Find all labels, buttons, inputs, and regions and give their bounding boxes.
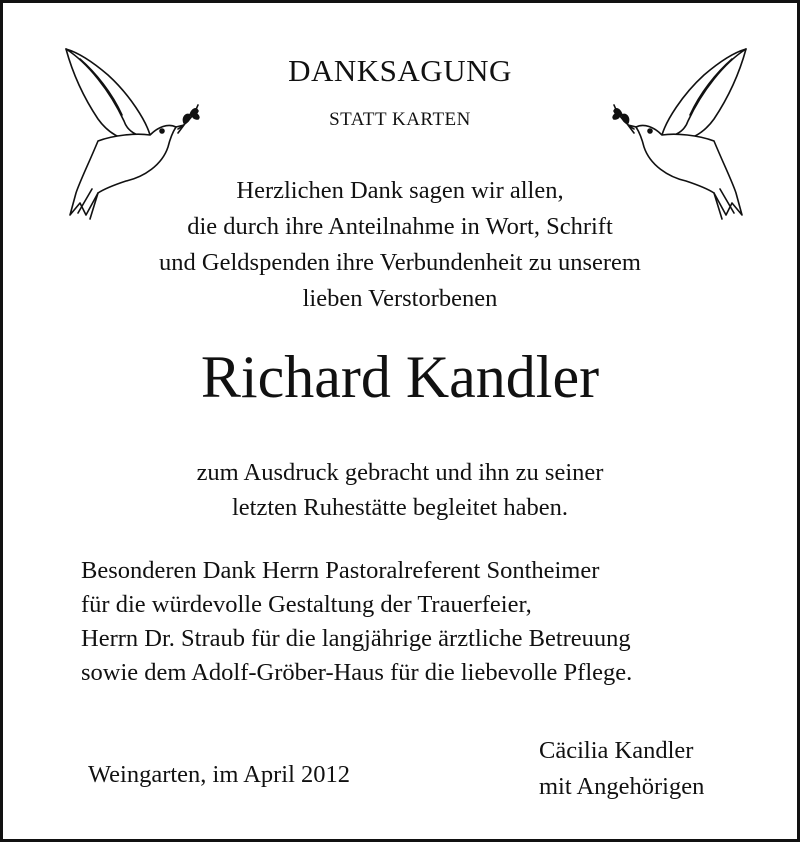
intro-line: und Geldspenden ihre Verbundenheit zu unserem — [159, 249, 641, 276]
thanks-line: sowie dem Adolf-Gröber-Haus für die liebevolle Pflege. — [81, 659, 633, 686]
middle-line: letzten Ruhestätte begleitet haben. — [231, 494, 569, 521]
signature-line: mit Angehörigen — [539, 773, 705, 800]
deceased-name: Richard Kandler — [200, 344, 600, 410]
signature-line: Cäcilia Kandler — [539, 737, 694, 764]
notice-title: DANKSAGUNG — [288, 53, 512, 88]
signature-block — [539, 733, 704, 805]
thanks-line: Herrn Dr. Straub für die langjährige ärztliche Betreuung — [81, 625, 631, 652]
place-date: Weingarten, im April 2012 — [88, 761, 351, 788]
middle-paragraph — [3, 455, 797, 525]
intro-line: die durch ihre Anteilnahme in Wort, Schrift — [187, 213, 613, 240]
thanks-line: Besonderen Dank Herrn Pastoralreferent Sontheimer — [81, 557, 600, 584]
intro-line: Herzlichen Dank sagen wir allen, — [236, 177, 564, 204]
notice-subtitle: STATT KARTEN — [329, 109, 471, 130]
thanks-line: für die würdevolle Gestaltung der Trauerfeier, — [81, 591, 532, 618]
special-thanks-paragraph — [81, 554, 632, 690]
intro-paragraph — [3, 173, 797, 317]
intro-line: lieben Verstorbenen — [302, 285, 498, 312]
middle-line: zum Ausdruck gebracht und ihn zu seiner — [196, 459, 604, 486]
